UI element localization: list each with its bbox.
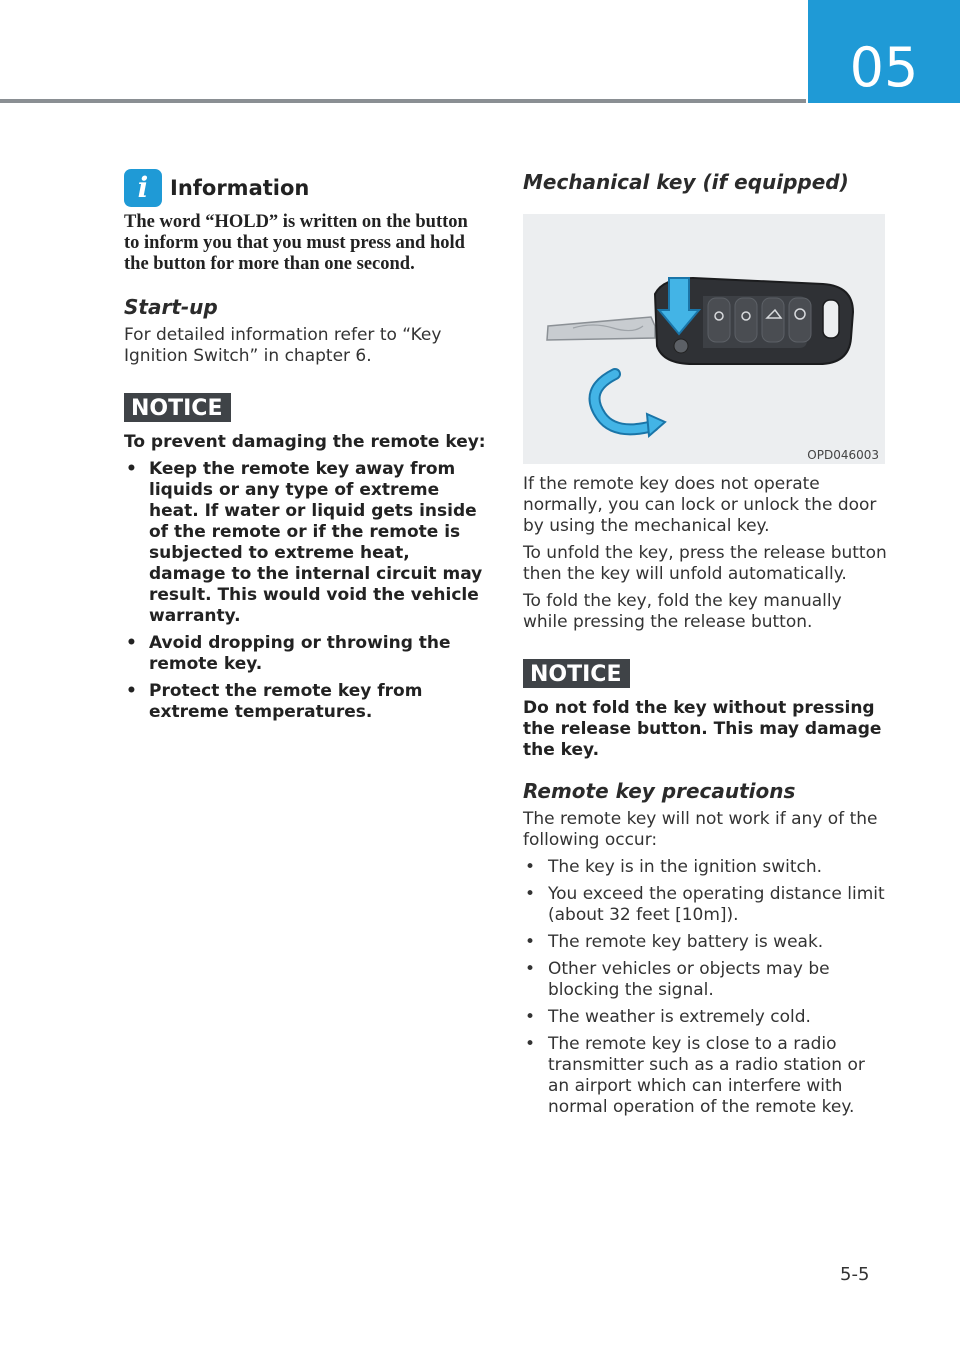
precautions-list	[523, 857, 887, 1118]
list-item: • Protect the remote key from extreme temperatures.	[124, 681, 486, 723]
information-header	[124, 168, 486, 208]
precautions-intro: The remote key will not work if any of the following occur:	[523, 809, 878, 850]
list-item: • Other vehicles or objects may be blocking the signal.	[523, 959, 887, 1001]
list-item: • The remote key battery is weak.	[523, 932, 887, 953]
left-column	[124, 168, 486, 723]
chapter-tab: 05	[808, 0, 960, 103]
mechanical-paragraph: To fold the key, fold the key manually while pressing the release button.	[523, 591, 842, 632]
notice-label: NOTICE	[124, 393, 231, 422]
mechanical-key-title: Mechanical key (if equipped)	[523, 170, 849, 194]
list-item: • The weather is extremely cold.	[523, 1007, 887, 1028]
notice-text: Do not fold the key without pressing the release button. This may damage the key.	[523, 698, 882, 760]
notice-list	[124, 459, 486, 723]
list-item: • Avoid dropping or throwing the remote key.	[124, 633, 486, 675]
mechanical-paragraph: If the remote key does not operate normally, you can lock or unlock the door by using the mechanical key.	[523, 474, 877, 536]
key-illustration	[523, 214, 885, 464]
figure-code: OPD046003	[807, 448, 879, 462]
notice-label: NOTICE	[523, 659, 630, 688]
list-item: • The key is in the ignition switch.	[523, 857, 887, 878]
page-number: 5-5	[840, 1264, 870, 1285]
right-column	[523, 170, 887, 1118]
information-body: The word “HOLD” is written on the button to inform you that you must press and hold the button for more than one second.	[124, 212, 468, 274]
startup-text: For detailed information refer to “Key Ignition Switch” in chapter 6.	[124, 325, 442, 366]
startup-title: Start-up	[124, 295, 218, 319]
information-title: Information	[170, 176, 310, 200]
precautions-title: Remote key precautions	[523, 779, 796, 803]
mechanical-key-figure	[523, 214, 885, 464]
header-rule	[0, 99, 806, 103]
notice-block	[523, 659, 887, 688]
list-item: • The remote key is close to a radio transmitter such as a radio station or an airport which can interfere with normal operation of the remote key.	[523, 1034, 887, 1118]
info-icon: i	[124, 169, 162, 207]
list-item: • Keep the remote key away from liquids or any type of extreme heat. If water or liquid gets inside of the remote or if the remote is subjected to extreme heat, damage to the internal circuit may result. This would void the vehicle warranty.	[124, 459, 486, 627]
notice-lead: To prevent damaging the remote key:	[124, 432, 486, 452]
list-item: • You exceed the operating distance limit (about 32 feet [10m]).	[523, 884, 887, 926]
mechanical-paragraph: To unfold the key, press the release button then the key will unfold automatically.	[523, 543, 887, 584]
notice-block	[124, 393, 486, 422]
